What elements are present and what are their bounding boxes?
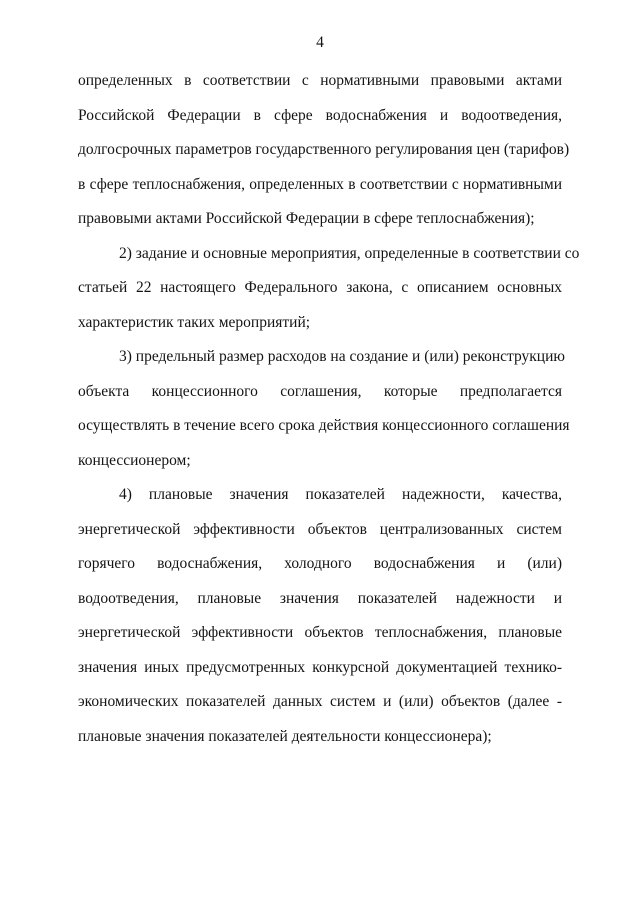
text-line: концессионером; bbox=[78, 451, 191, 469]
text-line: в сфере теплоснабжения, определенных в соответствии с нормативными bbox=[78, 175, 562, 193]
text-line: статьей 22 настоящего Федерального закона, с описанием основных bbox=[78, 279, 562, 296]
text-line: правовыми актами Российской Федерации в сфере теплоснабжения); bbox=[78, 210, 535, 227]
text-line: значения иных предусмотренных конкурсной документацией технико- bbox=[78, 658, 562, 676]
text-line: энергетической эффективности объектов теплоснабжения, плановые bbox=[78, 624, 562, 641]
text-line: горячего водоснабжения, холодного водоснабжения и (или) bbox=[78, 555, 562, 572]
text-line: 2) задание и основные мероприятия, определенные в соответствии со bbox=[119, 244, 580, 262]
text-line: объекта концессионного соглашения, которые предполагается bbox=[78, 382, 562, 400]
document-body-text bbox=[78, 64, 580, 754]
text-line: характеристик таких мероприятий; bbox=[78, 313, 311, 331]
text-line: осуществлять в течение всего срока действия концессионного соглашения bbox=[78, 417, 570, 434]
text-line: плановые значения показателей деятельности концессионера); bbox=[78, 727, 492, 745]
text-line: определенных в соответствии с нормативными правовыми актами bbox=[78, 72, 562, 89]
text-line: энергетической эффективности объектов централизованных систем bbox=[78, 520, 562, 538]
page-number: 4 bbox=[316, 34, 324, 51]
text-line: Российской Федерации в сфере водоснабжения и водоотведения, bbox=[78, 106, 562, 124]
text-line: водоотведения, плановые значения показателей надежности и bbox=[78, 589, 562, 607]
text-line: 3) предельный размер расходов на создание и (или) реконструкцию bbox=[119, 348, 565, 365]
text-line: 4) плановые значения показателей надежности, качества, bbox=[119, 486, 562, 503]
text-line: экономических показателей данных систем и (или) объектов (далее - bbox=[78, 693, 562, 710]
text-line: долгосрочных параметров государственного регулирования цен (тарифов) bbox=[78, 141, 570, 158]
